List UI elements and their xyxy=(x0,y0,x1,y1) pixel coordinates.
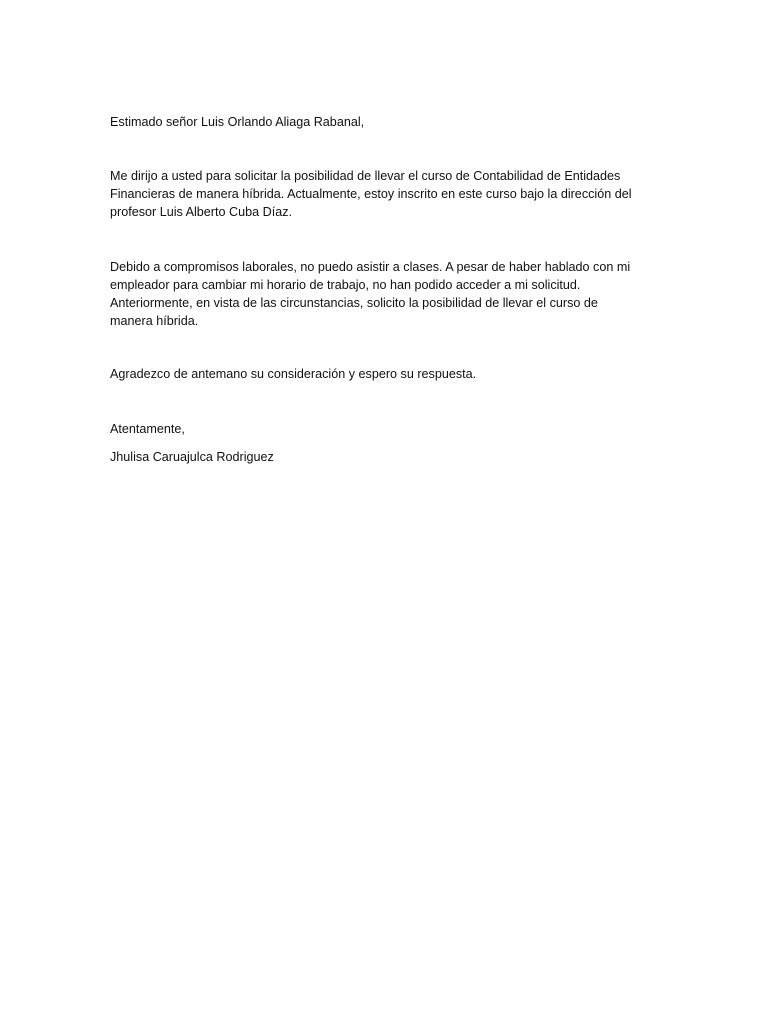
letter-paragraph-thanks: Agradezco de antemano su consideración y espero su respuesta. xyxy=(110,367,477,381)
letter-closing: Atentamente, xyxy=(110,422,185,436)
letter-paragraph-reason: Debido a compromisos laborales, no puedo asistir a clases. A pesar de haber hablado con mi empleador para cambiar mi horario de trabajo, no han podido acceder a mi solicitud. Anteriormente, en vista de las circunstancias, solicito la posibilidad de llevar el curso de manera híbrida. xyxy=(110,260,631,328)
letter-paragraph-request: Me dirijo a usted para solicitar la posibilidad de llevar el curso de Contabilidad de Entidades Financieras de manera híbrida. Actualmente, estoy inscrito en este curso bajo la dirección del profesor Luis Alberto Cuba Díaz. xyxy=(110,169,632,219)
letter-greeting: Estimado señor Luis Orlando Aliaga Rabanal, xyxy=(110,115,365,129)
letter-signature-name: Jhulisa Caruajulca Rodriguez xyxy=(110,450,274,464)
